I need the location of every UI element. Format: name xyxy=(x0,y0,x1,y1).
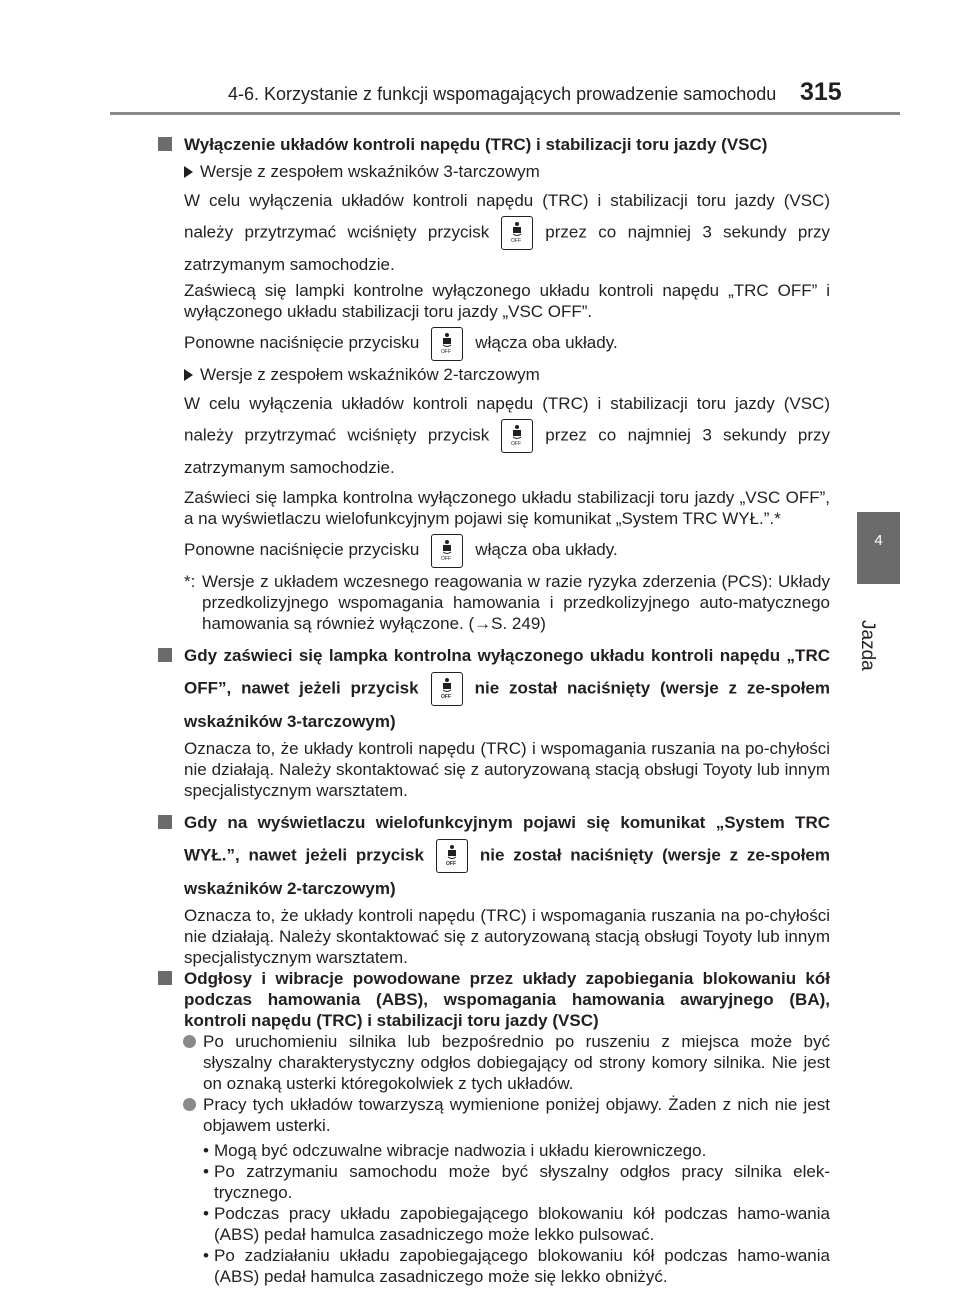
svg-text:OFF: OFF xyxy=(445,861,456,866)
svg-text:OFF: OFF xyxy=(511,441,522,446)
vsc-off-button-icon xyxy=(431,327,463,361)
bullet-dot-icon xyxy=(183,1098,196,1111)
subhead-3-dial: Wersje z zespołem wskaźników 3-tarczowym xyxy=(158,161,830,182)
paragraph: Ponowne naciśnięcie przycisku OFF włącza oba układy. xyxy=(158,322,830,364)
chapter-tab[interactable]: 4 xyxy=(857,512,900,584)
header-rule xyxy=(110,112,900,115)
section-square-icon xyxy=(158,137,172,151)
footnote: *: Wersje z układem wczesnego reagowania w razie ryzyka zderzenia (PCS): Układy przedkolizyjnego wspomagania hamowania i przedkolizyjnego auto-matycznego hamowania są również wyłączone. (→S. 249) xyxy=(184,572,830,633)
section-heading-trc-vsc-off: Wyłączenie układów kontroli napędu (TRC) i stabilizacji toru jazdy (VSC) xyxy=(158,134,830,155)
svg-text:OFF: OFF xyxy=(511,238,522,243)
section-heading-noises-vibrations: Odgłosy i wibracje powodowane przez układy zapobiegania blokowaniu kół podczas hamowania (ABS), wspomagania hamowania awaryjnego (BA), kontroli napędu (TRC) i stabilizacji toru jazdy (VSC) xyxy=(158,968,830,1031)
svg-text:OFF: OFF xyxy=(440,694,451,699)
page-number: 315 xyxy=(800,78,842,106)
svg-text:OFF: OFF xyxy=(441,555,452,561)
triangle-right-icon xyxy=(184,166,193,178)
section-square-icon xyxy=(158,815,172,829)
vsc-off-button-icon xyxy=(436,839,468,873)
vsc-off-button-icon xyxy=(501,419,533,453)
page-content xyxy=(158,134,830,1287)
list-item: • Podczas pracy układu zapobiegającego blokowaniu kół podczas hamo-wania (ABS) pedał hamulca zasadniczego może lekko pulsować. xyxy=(203,1204,830,1244)
paragraph: Zaświeci się lampka kontrolna wyłączonego układu stabilizacji toru jazdy „VSC OFF”, a na wyświetlaczu wielofunkcyjnym pojawi się komunikat „System TRC WYŁ.”.* xyxy=(184,488,830,528)
section-heading-system-trc-message: Gdy na wyświetlaczu wielofunkcyjnym pojawi się komunikat „System TRC WYŁ.”, nawet jeżeli przycisk OFF nie został naciśnięty (wersje z ze-społem wskaźników 2-tarczowym) xyxy=(158,807,830,905)
paragraph: W celu wyłączenia układów kontroli napędu (TRC) i stabilizacji toru jazdy (VSC) należy przytrzymać wciśnięty przycisk OFF przez co najmniej 3 sekundy przy zatrzymanym samochodzie. xyxy=(184,394,830,477)
paragraph: W celu wyłączenia układów kontroli napędu (TRC) i stabilizacji toru jazdy (VSC) należy przytrzymać wciśnięty przycisk OFF przez co najmniej 3 sekundy przy zatrzymanym samochodzie. xyxy=(184,191,830,274)
triangle-right-icon xyxy=(184,369,193,381)
section-square-icon xyxy=(158,648,172,662)
list-item: • Po zatrzymaniu samochodu może być słyszalny odgłos pracy silnika elek-trycznego. xyxy=(203,1162,830,1202)
list-item: • Mogą być odczuwalne wibracje nadwozia i układu kierowniczego. xyxy=(203,1141,707,1160)
section-heading-trc-off-lamp: Gdy zaświeci się lampka kontrolna wyłączonego układu kontroli napędu „TRC OFF”, nawet jeżeli przycisk OFF nie został naciśnięty (wersje z ze-społem wskaźników 3-tarczowym) xyxy=(158,640,830,738)
page-header xyxy=(0,0,960,112)
svg-text:OFF: OFF xyxy=(441,348,452,354)
header-title: 4-6. Korzystanie z funkcji wspomagających prowadzenie samochodu xyxy=(228,84,777,104)
bullet-item: Pracy tych układów towarzyszą wymienione poniżej objawy. Żaden z nich nie jest objawem usterki. xyxy=(158,1094,830,1136)
vsc-off-button-icon xyxy=(431,672,463,706)
section-square-icon xyxy=(158,971,172,985)
paragraph: Oznacza to, że układy kontroli napędu (TRC) i wspomagania ruszania na po-chyłości nie działają. Należy skontaktować się z autoryzowaną stacją obsługi Toyoty lub innym specjalistycznym warsztatem. xyxy=(184,906,830,967)
subhead-2-dial: Wersje z zespołem wskaźników 2-tarczowym xyxy=(158,364,830,385)
bullet-item: Po uruchomieniu silnika lub bezpośrednio po ruszeniu z miejsca może być słyszalny charakterystyczny odgłos dobiegający od strony komory silnika. Nie jest on oznaką usterki któregokolwiek z tych układów. xyxy=(158,1031,830,1094)
bullet-dot-icon xyxy=(183,1035,196,1048)
list-item: • Po zadziałaniu układu zapobiegającego blokowaniu kół podczas hamo-wania (ABS) pedał hamulca zasadniczego może się lekko obniżyć. xyxy=(203,1246,830,1286)
paragraph: Ponowne naciśnięcie przycisku OFF włącza oba układy. xyxy=(158,529,830,571)
chapter-label: Jazda xyxy=(857,620,878,671)
paragraph: Zaświecą się lampki kontrolne wyłączonego układu kontroli napędu „TRC OFF” i wyłączonego układu stabilizacji toru jazdy „VSC OFF”. xyxy=(184,281,830,321)
vsc-off-button-icon xyxy=(501,216,533,250)
vsc-off-button-icon xyxy=(431,534,463,568)
paragraph: Oznacza to, że układy kontroli napędu (TRC) i wspomagania ruszania na po-chyłości nie działają. Należy skontaktować się z autoryzowaną stacją obsługi Toyoty lub innym specjalistycznym warsztatem. xyxy=(184,739,830,800)
